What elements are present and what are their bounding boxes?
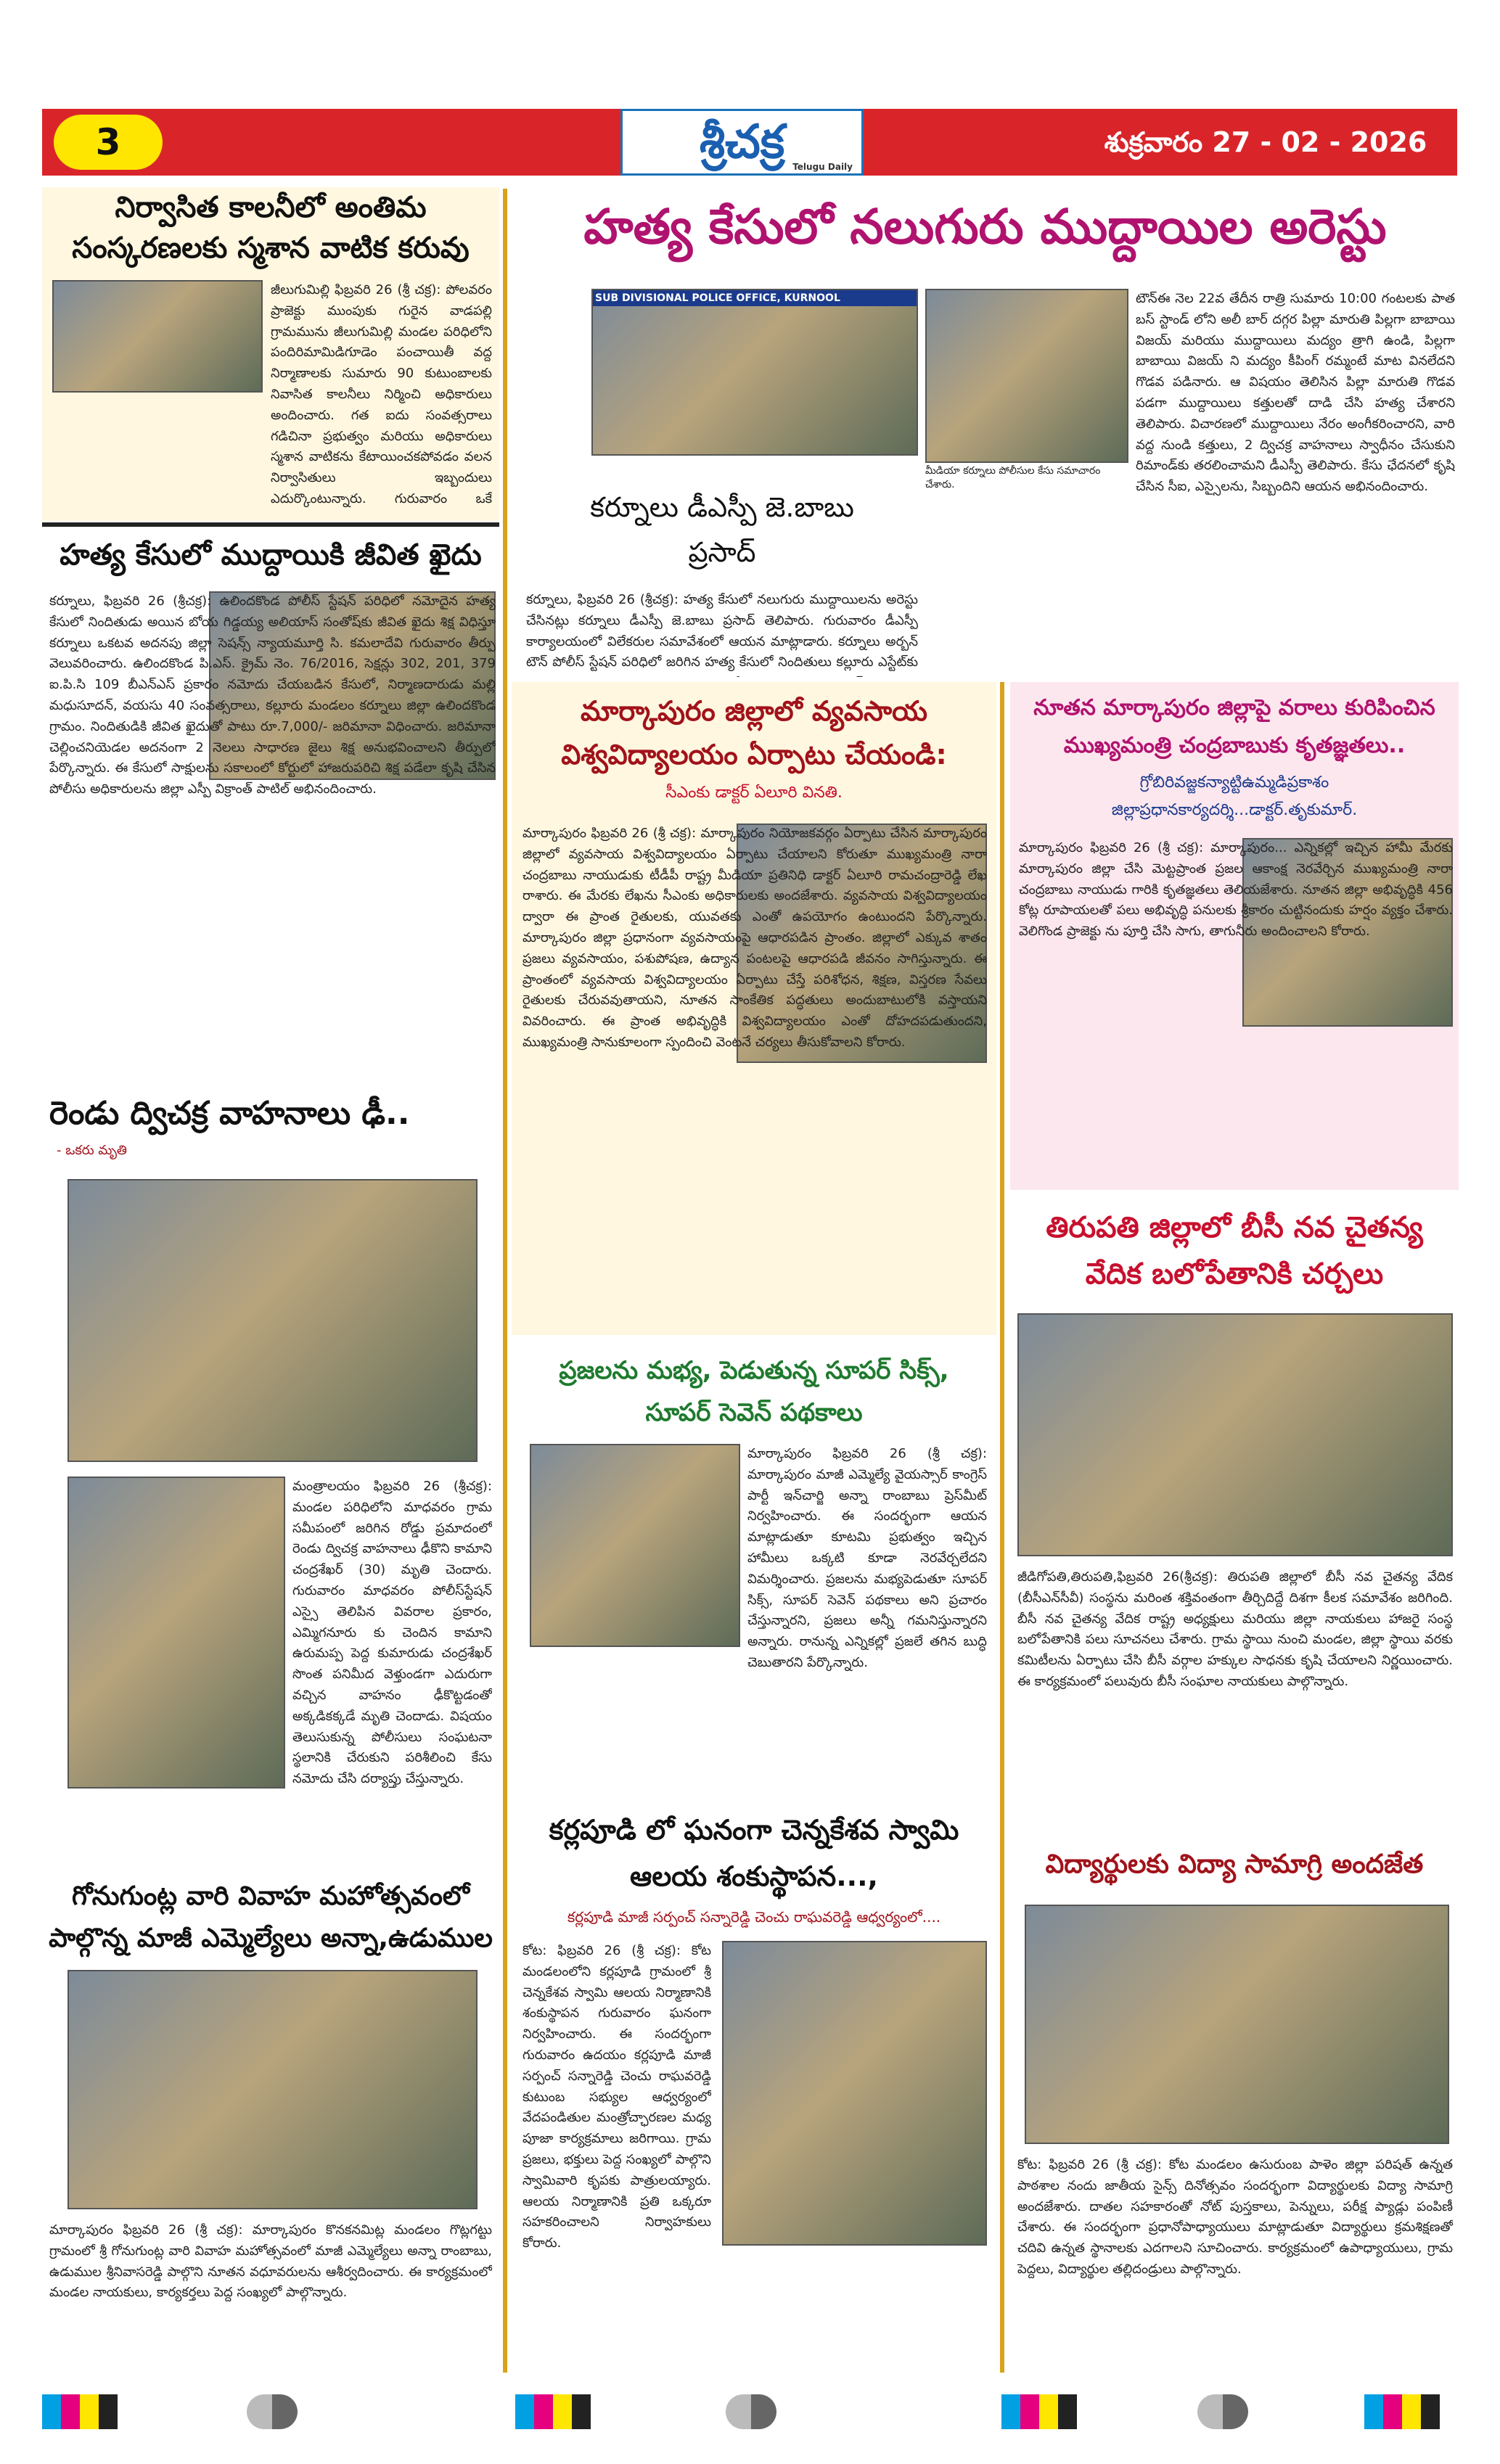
story-super-six: [512, 1350, 996, 1785]
byline: - ఒకరు మృతి: [57, 1143, 128, 1158]
police-press-photo: [591, 289, 918, 456]
story-body: కర్నూలు, ఫిబ్రవరి 26 (శ్రీచక్ర): ఉలిందకొండ పోలీస్ స్టేషన్ పరిధిలో నమోదైన హత్య కేసులో నిందితుడు అయిన బోయ గిడ్డయ్య అలియాస్ సంతోష్‌కు జీవిత ఖైదు శిక్ష విధిస్తూ కర్నూలు ఒకటవ అదనపు జిల్లా సెషన్స్ న్యాయమూర్తి సి. కమలాదేవి గురువారం తీర్పు వెలువరించారు. ఉలిందకొండ పి.ఎస్. క్రైమ్ నెం. 76/2016, సెక్షన్లు 302, 201, 379 ఐ.పి.సి 109 బీఎన్ఎస్ ప్రకారం నమోదు చేయబడిన కేసులో, నిర్మాణదారుడు మల్లి మధుసూదన్, వయసు 40 సంవత్సరాలు, కల్లూరు మండలం కర్నూలు జిల్లా ఉలిందకొండ గ్రామం. నిందితుడికి జీవిత ఖైదుతో పాటు రూ.7,000/- జరిమానా విధించారు. జరిమానా చెల్లించనియెడల అదనంగా 2 నెలలు సాధారణ జైలు శిక్ష అనుభవించాలని తీర్పులో పేర్కొన్నారు. ఈ కేసులో సాక్షులను సకాలంలో కోర్టులో హాజరుపరిచి శిక్ష పడేలా కృషి చేసిన పోలీసు అధికారులను జిల్లా ఎస్పీ విక్రాంత్ పాటిల్ అభినందించారు.: [49, 594, 496, 797]
story-bike-accident: [42, 1088, 499, 1872]
page-number-badge: 3: [54, 115, 163, 170]
column-rule-2: [1000, 682, 1004, 2373]
story-colony-cemetery: [42, 187, 499, 521]
story-body: జీలుగుమిల్లి ఫిబ్రవరి 26 (శ్రీ చక్ర): పోలవరం ప్రాజెక్టు ముంపుకు గురైన వాడపల్లి గ్రామమును జీలుగుమిల్లి మండల పరిధిలోని పందిరిమామిడిగూడెం పంచాయితీ వద్ద నిర్మాణాలకు సుమారు 90 కుటుంబాలకు నివాసిత కాలనీలు నిర్మించి అధికారులు అందించారు. గత ఐదు సంవత్సరాలు గడిచినా ప్రభుత్వం మరియు అధికారులు స్మశాన వాటికను కేటాయించకపోవడం వలన నిర్వాసితులు ఇబ్బందులు ఎదుర్కొంటున్నారు. గురువారం ఒకే: [271, 282, 492, 506]
headline-line-2: పాల్గొన్న మాజీ ఎమ్మెల్యేలు అన్నా,ఉడుముల: [49, 1923, 493, 1953]
registration-marks-right: [1001, 2394, 1077, 2429]
story-body: మార్కాపురం ఫిబ్రవరి 26 (శ్రీ చక్ర): మార్కాపురం కొనకనమిట్ల మండలం గొట్లగట్టు గ్రామంలో శ్రీ గోనుగుంట్ల వారి వివాహ మహోత్సవంలో మాజీ ఎమ్మెల్యేలు అన్నా రాంబాబు, ఉడుముల శ్రీనివాసరెడ్డి పాల్గొని నూతన వధూవరులను ఆశీర్వదించారు. ఈ కార్యక్రమంలో మండల నాయకులు, కార్యకర్తలు పెద్ద సంఖ్యలో పాల్గొన్నారు.: [49, 2222, 492, 2301]
headline: రెండు ద్విచక్ర వాహనాలు ఢీ..: [49, 1095, 410, 1132]
accident-scene-photo: [67, 1179, 478, 1462]
victim-photo: [67, 1477, 285, 1789]
column-rule-1: [503, 189, 507, 2373]
story-body: జీడిగోపతి,తిరుపతి,ఫిబ్రవరి 26(శ్రీచక్ర): తిరుపతి జిల్లాలో బీసీ నవ చైతన్య వేదిక (బీసీఎన్‌సీవీ) సంస్థను మరింత శక్తివంతంగా తీర్చిదిద్దే దిశగా కీలక సమావేశం జరిగింది. బీసీ నవ చైతన్య వేదిక రాష్ట్ర అధ్యక్షులు మరియు జిల్లా నాయకులు హాజరై సంస్థ బలోపేతానికి పలు సూచనలు చేశారు. గ్రామ స్థాయి నుంచి మండల, జిల్లా స్థాయి వరకు కమిటీలను ఏర్పాటు చేసి బీసీ వర్గాల హక్కుల సాధనకు కృషి చేయాలని నిర్ణయించారు. ఈ కార్యక్రమంలో పలువురు బీసీ సంఘాల నాయకులు పాల్గొన్నారు.: [1017, 1569, 1453, 1689]
registration-marks-mid: [515, 2394, 591, 2429]
subhead: సీఎంకు డాక్టర్ ఏలూరి వినతి.: [665, 784, 843, 802]
headline-line-2: ఆలయ శంకుస్థాపన...,: [630, 1860, 878, 1892]
headline-line-1: గోనుగుంట్ల వారి వివాహ మహోత్సవంలో: [72, 1881, 470, 1911]
headline-line-2: సూపర్ సెవెన్ పథకాలు: [645, 1398, 863, 1427]
logo-sub: Telugu Daily: [792, 162, 853, 172]
story-school-supplies: [1010, 1843, 1459, 2380]
story-wedding: [42, 1876, 499, 2376]
story-bc-vedika: [1010, 1204, 1459, 1828]
story-body: కోట: ఫిబ్రవరి 26 (శ్రీ చక్ర): కోట మండలంలోని కర్లపూడి గ్రామంలో శ్రీ చెన్నకేశవ స్వామి ఆలయ నిర్మాణానికి శంకుస్థాపన గురువారం ఘనంగా నిర్వహించారు. ఈ సందర్భంగా గురువారం ఉదయం కర్లపూడి మాజీ సర్పంచ్ సన్నారెడ్డి చెంచు రాఘవరెడ్డి కుటుంబ సభ్యుల ఆధ్వర్యంలో వేదపండితుల మంత్రోచ్ఛారణల మధ్య పూజా కార్యక్రమాలు జరిగాయి. గ్రామ ప్రజలు, భక్తులు పెద్ద సంఖ్యలో పాల్గొని స్వామివారి కృపకు పాత్రులయ్యారు. ఆలయ నిర్మాణానికి ప్రతి ఒక్కరూ సహకరించాలని నిర్వాహకులు కోరారు.: [522, 1943, 711, 2251]
story-body-left: కర్నూలు, ఫిబ్రవరి 26 (శ్రీచక్ర): హత్య కేసులో నలుగురు ముద్దాయిలను అరెస్టు చేసినట్లు కర్నూలు డీఎస్పీ జె.బాబు ప్రసాద్ తెలిపారు. గురువారం డీఎస్పీ కార్యాలయంలో విలేకరుల సమావేశంలో ఆయన మాట్లాడారు. కర్నూలు అర్బన్ టౌన్ పోలీస్ స్టేషన్ పరిధిలో జరిగిన హత్య కేసులో నిందితులు కల్లూరు ఎస్టేట్‌కు: [526, 592, 918, 670]
story-body-middle: [925, 488, 1128, 677]
subhead-line-2: జిల్లాప్రధానకార్యదర్శి...డాక్టర్.తృకుమార్.: [1111, 801, 1358, 819]
story-body: కోట: ఫిబ్రవరి 26 (శ్రీ చక్ర): కోట మండలం ఉసురుంబ పాళెం జిల్లా పరిషత్ ఉన్నత పాఠశాల నందు జాతీయ సైన్స్ దినోత్సవం సందర్భంగా విద్యార్థులకు విద్యా సామాగ్రి అందజేశారు. దాతల సహకారంతో నోట్ పుస్తకాలు, పెన్నులు, పరీక్ష ప్యాడ్లు పంపిణీ చేశారు. ఈ సందర్భంగా ప్రధానోపాధ్యాయులు మాట్లాడుతూ విద్యార్థులు క్రమశిక్షణతో చదివి ఉన్నత స్థానాలకు ఎదగాలని సూచించారు. కార్యక్రమంలో ఉపాధ్యాయులు, గ్రామ పెద్దలు, విద్యార్థుల తల్లిదండ్రులు పాల్గొన్నారు.: [1017, 2157, 1453, 2277]
divider: [42, 522, 499, 527]
newspaper-logo: [620, 109, 864, 176]
headline: విద్యార్థులకు విద్యా సామాగ్రి అందజేత: [1045, 1849, 1424, 1879]
story-four-arrested: [512, 187, 1459, 681]
story-body: మార్కాపురం ఫిబ్రవరి 26 (శ్రీ చక్ర): మార్కాపురం నియోజకవర్గం ఏర్పాటు చేసిన మార్కాపురం జిల్లాలో వ్యవసాయ విశ్వవిద్యాలయం ఏర్పాటు చేయాలని కోరుతూ ముఖ్యమంత్రి నారా చంద్రబాబు నాయుడుకు టీడీపీ రాష్ట్ర మీడియా ప్రతినిధి డాక్టర్ ఏలూరి రామచంద్రారెడ్డి లేఖ రాశారు. ఈ మేరకు లేఖను సీఎంకు అధికారులకు అందజేశారు. వ్యవసాయ విశ్వవిద్యాలయం ద్వారా ఈ ప్రాంత రైతులకు, యువతకు ఎంతో ఉపయోగం ఉంటుందని పేర్కొన్నారు. మార్కాపురం జిల్లా ప్రధానంగా వ్యవసాయంపై ఆధారపడిన ప్రాంతం. జిల్లాలో ఎక్కువ శాతం ప్రజలు వ్యవసాయం, పశుపోషణ, ఉద్యాన పంటలపై ఆధారపడి జీవనం సాగిస్తున్నారు. ఈ ప్రాంతంలో వ్యవసాయ విశ్వవిద్యాలయం ఏర్పాటు చేస్తే పరిశోధన, శిక్షణ, విస్తరణ సేవలు రైతులకు చేరువవుతాయని, నూతన సాంకేతిక పద్ధతులు అందుబాటులోకి వస్తాయని వివరించారు. ఈ ప్రాంత అభివృద్ధికి విశ్వవిద్యాలయం ఎంతో దోహదపడుతుందని, ముఖ్యమంత్రి సానుకూలంగా స్పందించి వెంటనే చర్యలు తీసుకోవాలని కోరారు.: [522, 826, 987, 1050]
story-body: మార్కాపురం ఫిబ్రవరి 26 (శ్రీ చక్ర): మార్కాపురం... ఎన్నికల్లో ఇచ్చిన హామీ మేరకు మార్కాపురం జిల్లా చేసి మెట్టప్రాంత ప్రజల ఆకాంక్ష నెరవేర్చిన ముఖ్యమంత్రి నారా చంద్రబాబు నాయుడు గారికి కృతజ్ఞతలు తెలియజేశారు. నూతన జిల్లా అభివృద్ధికి 456 కోట్ల రూపాయలతో పలు అభివృద్ధి పనులకు శ్రీకారం చుట్టినందుకు హర్షం వ్యక్తం చేశారు. వెలిగొండ ప్రాజెక్టు ను పూర్తి చేసి సాగు, తాగునీరు అందించాలని కోరారు.: [1019, 840, 1453, 940]
headline-line-2: వేదిక బలోపేతానికి చర్చలు: [1085, 1257, 1384, 1291]
registration-circle-1: [247, 2394, 298, 2429]
story-body-right: టౌన్‌ఈ నెల 22వ తేదీన రాత్రి సుమారు 10:00 గంటలకు పాత బస్ స్టాండ్ లోని అలీ బార్ దగ్గర పిల్లా మారుతి పిల్లగా బాబాయి విజయ్ మరియు ముద్దాయిలు మద్యం త్రాగి ఉండి, పిల్లగా బాబాయి విజయ్ ని మద్యం కీపింగ్ రమ్మంటే మాట వినలేదని గొడవ పడినారు. ఆ విషయం తెలిసిన పిల్లా మారుతి గొడవ పడగా ముద్దాయిలు కత్తులతో దాడి చేసి హత్య చేశారని తెలిపారు. విచారణలో ముద్దాయిలు నేరం అంగీకరించారని, వారి వద్ద నుండి కత్తులు, 2 ద్విచక్ర వాహనాలు స్వాధీనం చేసుకుని రిమాండ్‌కు తరలించామని డీఎస్పీ తెలిపారు. కేసు ఛేదనలో కృషి చేసిన సీఐ, ఎస్సైలను, సిబ్బందిని ఆయన అభినందించారు.: [1136, 291, 1455, 495]
story-agri-university: [512, 682, 996, 1335]
registration-marks-far-right: [1364, 2394, 1440, 2429]
registration-circle-3: [1197, 2394, 1248, 2429]
photo-caption: మీడియా కర్నూలు పోలీసుల కేసు సమాచారం చేశారు.: [925, 465, 1101, 490]
story-temple-foundation: [512, 1807, 996, 2380]
headline-line-2: విశ్వవిద్యాలయం ఏర్పాటు చేయండి:: [561, 739, 947, 771]
headline-line-1: ప్రజలను మభ్య, పెడుతున్న సూపర్ సిక్స్,: [559, 1356, 949, 1385]
weapons-photo: [925, 289, 1128, 463]
headline-line-2: సంస్కరణలకు స్మశాన వాటిక కరువు: [72, 231, 470, 265]
temple-ceremony-photo: [722, 1941, 987, 2246]
headline-line-1: కర్లపూడి లో ఘనంగా చెన్నకేశవ స్వామి: [549, 1814, 959, 1846]
headline: హత్య కేసులో ముద్దాయికి జీవిత ఖైదు: [60, 538, 482, 572]
headline-line-1: మార్కాపురం జిల్లాలో వ్యవసాయ: [580, 695, 927, 727]
cemetery-photo: [52, 280, 263, 393]
headline-line-1: నూతన మార్కాపురం జిల్లాపై వరాలు కురిపించిన: [1033, 695, 1435, 720]
story-thanks-cm: [1010, 682, 1459, 1190]
subhead: కర్లపూడి మాజీ సర్పంచ్ సన్నారెడ్డి చెంచు రాఘవరెడ్డి ఆధ్వర్యంలో....: [567, 1908, 941, 1926]
students-photo: [1025, 1905, 1449, 2144]
issue-date: శుక్రవారం 27 - 02 - 2026: [1104, 126, 1427, 158]
headline-line-2: ముఖ్యమంత్రి చంద్రబాబుకు కృతజ్ఞతలు..: [1063, 733, 1406, 758]
caption-line-1: కర్నూలు డీఎస్పీ జె.బాబు: [590, 491, 854, 523]
wedding-photo: [67, 1970, 478, 2209]
headline-line-1: నిర్వాసిత కాలనీలో అంతిమ: [115, 191, 427, 224]
story-body: మంత్రాలయం ఫిబ్రవరి 26 (శ్రీచక్ర): మండల పరిధిలోని మాధవరం గ్రామ సమీపంలో జరిగిన రోడ్డు ప్రమాదంలో రెండు ద్విచక్ర వాహనాలు ఢీకొని కామాని చంద్రశేఖర్ (30) మృతి చెందారు. గురువారం మాధవరం పోలీస్‌స్టేషన్ ఎస్సై తెలిపిన వివరాల ప్రకారం, ఎమ్మిగనూరు కు చెందిన కామాని ఉరుమప్ప పెద్ద కుమారుడు చంద్రశేఖర్ సొంత పనిమీద వెళ్తుండగా ఎదురుగా వచ్చిన వాహనం ఢీకొట్టడంతో అక్కడికక్కడే మృతి చెందాడు. విషయం తెలుసుకున్న పోలీసులు సంఘటనా స్థలానికి చేరుకుని పరిశీలించి కేసు నమోదు చేసి దర్యాప్తు చేస్తున్నారు.: [292, 1479, 492, 1787]
former-mla-photo: [530, 1444, 740, 1647]
caption-line-2: ప్రసాద్: [688, 536, 756, 568]
police-office-sign: SUB DIVISIONAL POLICE OFFICE, KURNOOL: [593, 290, 917, 306]
registration-marks-left: [42, 2394, 118, 2429]
headline-line-1: తిరుపతి జిల్లాలో బీసీ నవ చైతన్య: [1046, 1211, 1423, 1244]
subhead-line-1: గ్రోబిరివజ్జకన్యాట్టిఉమ్మడిప్రకాశం: [1139, 773, 1329, 792]
story-life-sentence: [42, 533, 499, 1114]
story-body: మార్కాపురం ఫిబ్రవరి 26 (శ్రీ చక్ర): మార్కాపురం మాజీ ఎమ్మెల్యే వైయస్సార్ కాంగ్రెస్ పార్టీ ఇన్‌చార్జి అన్నా రాంబాబు ప్రెస్‌మీట్ నిర్వహించారు. ఈ సందర్భంగా ఆయన మాట్లాడుతూ కూటమి ప్రభుత్వం ఇచ్చిన హామీలు ఒక్కటి కూడా నెరవేర్చలేదని విమర్శించారు. ప్రజలను మభ్యపెడుతూ సూపర్ సిక్స్, సూపర్ సెవెన్ పథకాలు అని ప్రచారం చేస్తున్నారని, ప్రజలు అన్నీ గమనిస్తున్నారని అన్నారు. రానున్న ఎన్నికల్లో ప్రజలే తగిన బుద్ధి చెబుతారని పేర్కొన్నారు.: [747, 1446, 987, 1670]
logo-text: శ్రీచక్ర: [699, 115, 785, 169]
registration-circle-2: [726, 2394, 776, 2429]
bc-leaders-photo: [1017, 1313, 1453, 1556]
headline: హత్య కేసులో నలుగురు ముద్దాయిల అరెస్టు: [583, 199, 1387, 255]
